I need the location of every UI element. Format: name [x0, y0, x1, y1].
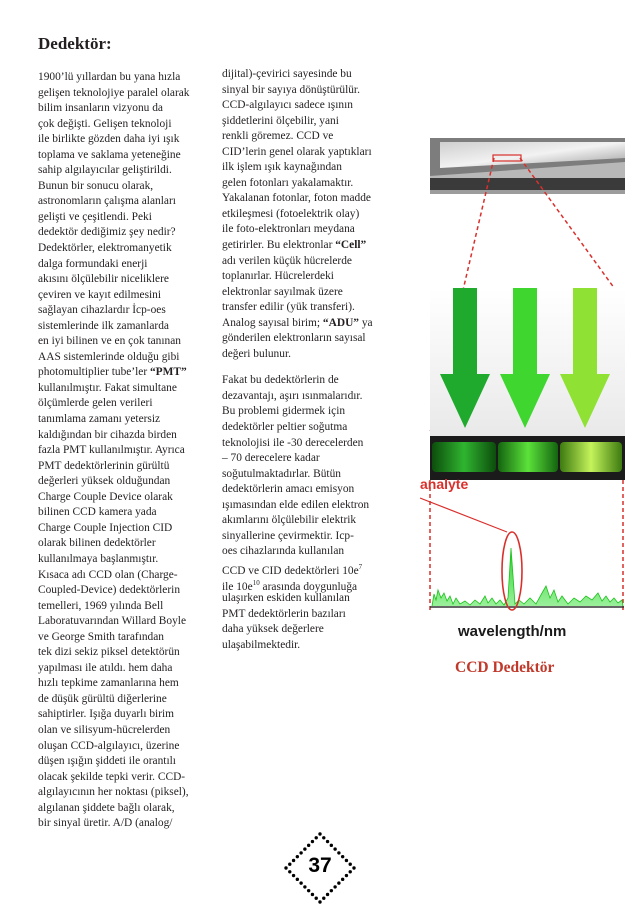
left-text-line: Coupled-Device) dedektörlerin — [38, 584, 181, 597]
left-text-line: gelişti ve çeşitlendi. Peki — [38, 210, 152, 223]
right-text-line: transfer edilir (yük transferi). — [222, 301, 355, 314]
right-text-line: sinyal bir sayıya dönüştürülür. — [222, 83, 360, 96]
left-text-line: Laboratuvarından Willard Boyle — [38, 615, 186, 628]
diamond-dot — [322, 836, 325, 839]
left-text-line: temelleri, 1969 yılında Bell — [38, 599, 164, 612]
figure-caption: CCD Dedektör — [455, 659, 555, 676]
diamond-dot — [315, 836, 318, 839]
right-text-line: gelen fotonları yakalamaktır. — [222, 176, 354, 189]
diamond-dot — [326, 840, 329, 843]
left-text-line: değerleri yüksek olduğundan — [38, 475, 171, 488]
left-text-line: Charge Couple Injection CID — [38, 521, 173, 534]
left-text-line: olan ve silisyum-hücrelerden — [38, 723, 171, 736]
diamond-dot — [318, 900, 321, 903]
left-text-line: yapılması ile atıldı. hem daha — [38, 661, 173, 674]
diamond-dot — [311, 893, 314, 896]
left-text-line: Bunun bir sonucu olarak, — [38, 179, 154, 192]
diamond-dot — [341, 878, 344, 881]
right-text-line: oes cihazlarında kullanılan — [222, 545, 345, 558]
exponent: 7 — [358, 562, 363, 571]
right-text-line: Analog sayısal birim; “ADU” ya — [222, 316, 373, 329]
right-text-line: CCD-algılayıcı sadece ışının — [222, 99, 353, 112]
diamond-dot — [303, 885, 306, 888]
left-text-line: kullanılmaya başlanmıştır. — [38, 552, 159, 565]
diamond-dot — [337, 881, 340, 884]
text-fragment: ile 10e — [222, 580, 253, 593]
left-text-line: tek dizi sekiz piksel detektörün — [38, 646, 180, 659]
section-title: Dedektör: — [38, 34, 112, 53]
diamond-dot — [330, 889, 333, 892]
right-text-line: değeri bulunur. — [222, 347, 291, 360]
page-number: 37 — [308, 854, 332, 877]
axis-label: wavelength/nm — [458, 623, 567, 640]
left-text-line: gelişen teknolojiye paralel olarak — [38, 86, 190, 99]
left-text-line: akısını ölçülebilir niceliklere — [38, 273, 169, 286]
spectrum-plot — [430, 532, 624, 610]
right-text-line: ulaşırken eskiden kullanılan — [222, 592, 350, 605]
right-text-line: daha yüksek değerlere — [222, 623, 324, 636]
left-text-line: dedektör dediğimiz şey nedir? — [38, 226, 176, 239]
diamond-dot — [296, 878, 299, 881]
page-number-badge — [284, 832, 356, 904]
right-text-line: toplanırlar. Hücrelerdeki — [222, 270, 334, 283]
left-text-line: oluşan CCD-algılayıcı, üzerine — [38, 739, 180, 752]
left-text-line: sahiptirler. Işığa duyarlı birim — [38, 708, 175, 721]
text-fragment: arasında doygunluğa — [259, 580, 358, 593]
left-text-line: bilinen CCD kamera yada — [38, 506, 157, 519]
diamond-dot — [311, 840, 314, 843]
pixel-cells — [430, 436, 625, 480]
left-text-line: Charge Couple Device olarak — [38, 490, 173, 503]
text-fragment: CCD ve CID dedektörleri 10e — [222, 564, 359, 577]
right-text-line: dijital)-çevirici sayesinde bu — [222, 68, 352, 80]
left-text-line: PMT dedektörlerinin gürültü — [38, 459, 170, 472]
right-text-line: akımlarını ölçülebilir elektrik — [222, 514, 357, 527]
right-text-line: gönderilen elektronların sayısal — [222, 332, 366, 345]
left-text-line: sağlayan cihazlardır İcp-oes — [38, 304, 166, 317]
left-text-line: toplama ve saklama yeteneğine — [38, 148, 181, 161]
left-text-line: kullanılmıştır. Fakat simultane — [38, 381, 177, 394]
diamond-dot — [299, 881, 302, 884]
right-text-line: şiddetlerini ölçebilir, yani — [222, 114, 339, 127]
right-text-line: ilk işlem ışık kaynağından — [222, 161, 342, 174]
right-text-line: Bu problemi gidermek için — [222, 405, 346, 418]
right-text-line: ile foto-elektronları meydana — [222, 223, 355, 236]
diamond-dot — [333, 885, 336, 888]
right-text-line: teknolojisi ile -30 derecelerden — [222, 436, 364, 449]
right-text-line: dedektörler peltier soğutma — [222, 421, 348, 434]
left-text-line: Kısaca adı CCD olan (Charge- — [38, 568, 178, 581]
paragraph-gap — [222, 362, 373, 373]
diamond-dot — [330, 844, 333, 847]
left-text-line: olarak bilinen dedektörler — [38, 537, 156, 550]
right-text-line: sinyallerine çevirmektir. Icp- — [222, 529, 354, 542]
left-text-line: çok değişti. Gelişen teknoloji — [38, 117, 172, 130]
right-text-line: dedektörlerin amacı emisyon — [222, 483, 355, 496]
right-text-line: Fakat bu dedektörlerin de — [222, 374, 339, 387]
diamond-dot — [315, 897, 318, 900]
left-text-line: Dedektörler, elektromanyetik — [38, 242, 172, 255]
left-text-line: ve George Smith tarafından — [38, 630, 164, 643]
left-text-line: hızlı tepkime zamanlarına hem — [38, 677, 179, 690]
left-text-line: astronomların çalışma alanları — [38, 195, 176, 208]
right-text-line: elektronlar sayılmak üzere — [222, 285, 343, 298]
body-column-right — [222, 67, 373, 653]
left-text-line: olacak şekilde tepki verir. CCD- — [38, 770, 186, 783]
right-text-line: dezavantajı, aşırı ısınmalarıdır. — [222, 389, 363, 402]
left-text-line: ölçümlerde gelen verileri — [38, 397, 153, 410]
diamond-dot — [318, 832, 321, 835]
right-text-line: Yakalanan fotonlar, foton madde — [222, 192, 371, 205]
right-text-line: soğutulmaktadırlar. Bütün — [222, 467, 341, 480]
light-arrows — [440, 288, 610, 428]
body-column-left — [38, 70, 190, 832]
left-text-line: kaldığından bir cihazda birden — [38, 428, 177, 441]
left-text-line: tanımlama zamanı yetersiz — [38, 413, 161, 426]
left-text-line: algılayıcının her noktası (piksel), — [38, 786, 189, 799]
right-text-line: PMT dedektörlerin bazıları — [222, 607, 346, 620]
left-text-line: algılanan şiddete bağlı olarak, — [38, 801, 175, 814]
left-text-line: fazla PMT kullanılmıştır. Ayrıca — [38, 444, 185, 457]
right-text-line: ulaşabilmektedir. — [222, 638, 301, 651]
diamond-dot — [307, 844, 310, 847]
diamond-dot — [322, 897, 325, 900]
left-text-line: bir sinyal üretir. A/D (analog/ — [38, 817, 173, 830]
ccd-figure — [420, 138, 625, 658]
right-text-line — [222, 560, 373, 576]
diamond-dot — [303, 847, 306, 850]
diamond-dot — [326, 893, 329, 896]
left-text-line: düşen ışığın şiddeti ile orantılı — [38, 755, 176, 768]
left-text-line: AAS sistemlerinde olduğu gibi — [38, 350, 180, 363]
left-text-line: de düşük gürültü diğerlerine — [38, 692, 167, 705]
analyte-label: analyte — [420, 476, 469, 492]
left-text-line: en iyi bilinen ve en çok tanınan — [38, 335, 181, 348]
right-text-line — [222, 576, 373, 592]
right-text-line: ışımasından elde edilen elektron — [222, 498, 370, 511]
left-text-line: ile birlikte gözden daha iyi ışık — [38, 133, 180, 146]
diamond-dot — [307, 889, 310, 892]
right-text-line: – 70 derecelere kadar — [222, 452, 320, 465]
right-text-line: CID’lerin genel olarak yaptıkları — [222, 145, 372, 158]
right-text-line: renkli göremez. CCD ve — [222, 130, 334, 143]
left-text-line: bilim insanların vizyonu da — [38, 102, 163, 115]
left-text-line: 1900’lü yıllardan bu yana hızla — [38, 71, 181, 83]
right-text-line: getirirler. Bu elektronlar “Cell” — [222, 239, 367, 252]
right-text-line: adı verilen küçük hücrelerde — [222, 254, 352, 267]
left-text-line: dalga formundaki enerji — [38, 257, 148, 270]
right-text-line: etkileşmesi (fotoelektrik olay) — [222, 207, 360, 220]
ccd-chip-image — [430, 138, 625, 194]
left-text-line: sistemlerinde ilk zamanlarda — [38, 319, 169, 332]
analyte-pointer — [420, 498, 507, 532]
exponent: 10 — [252, 578, 260, 587]
left-text-line: photomultiplier tube’ler “PMT” — [38, 366, 187, 379]
diamond-dot — [333, 847, 336, 850]
left-text-line: sahip algılayıcılar geliştirildi. — [38, 164, 172, 177]
left-text-line: çeviren ve kayıt edilmesini — [38, 288, 162, 301]
